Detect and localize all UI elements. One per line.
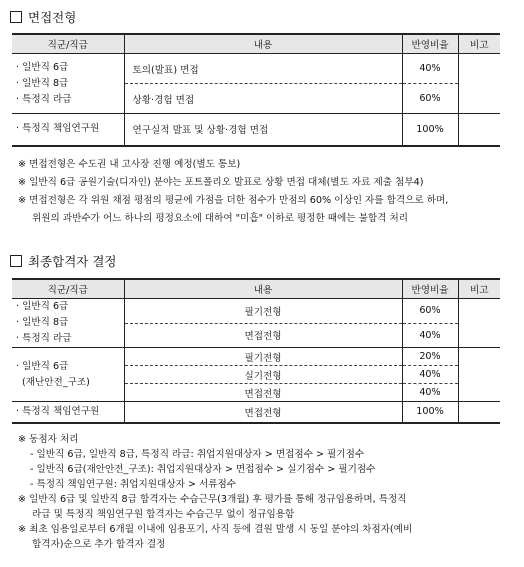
content-cell: 실기전형: [124, 366, 402, 384]
note-line: 라급 및 특정직 책임연구원 합격자는 수습근무 없이 정규임용함: [32, 509, 295, 520]
checkbox-square-icon: [10, 255, 22, 267]
ratio-cell: 40%: [402, 366, 458, 384]
header-ratio: 반영비율: [402, 34, 458, 54]
position-cell: · 일반직 6급 · 일반직 8급 · 특정직 라급: [16, 61, 72, 105]
content-cell: 연구실적 발표 및 상황·경험 면접: [124, 114, 402, 146]
note-line: ※ 최초 임용일로부터 6개월 이내에 임용포기, 사직 등에 결원 발생 시 동일 분야의 차점자(예비: [18, 524, 413, 535]
final-table: [12, 278, 500, 424]
header-position: 직군/직급: [12, 34, 124, 54]
content-cell: 면접전형: [124, 323, 402, 348]
content-cell: 면접전형: [124, 402, 402, 423]
remark-cell: [458, 402, 500, 423]
table-header-row: [12, 34, 500, 54]
note-line: - 일반직 6급, 일반직 8급, 특정직 라급: 취업지원대상자 > 면접점수 > 필기점수: [30, 449, 365, 460]
position-cell: · 특정직 책임연구원: [12, 114, 124, 146]
remark-cell: [458, 114, 500, 146]
section-title-interview: 면접전형: [10, 8, 76, 26]
ratio-cell: 60%: [402, 299, 458, 324]
header-remark: 비고: [458, 34, 500, 54]
final-notes: [18, 432, 513, 552]
ratio-cell: 60%: [402, 84, 458, 114]
content-cell: 면접전형: [124, 384, 402, 402]
header-ratio: 반영비율: [402, 279, 458, 299]
note-line: ※ 동점자 처리: [18, 434, 79, 445]
note-line: 위원의 과반수가 어느 하나의 평정요소에 대하여 "미흡" 이하로 평정한 때에는 불합격 처리: [32, 213, 409, 224]
header-remark: 비고: [458, 279, 500, 299]
content-cell: 필기전형: [124, 348, 402, 366]
section-title-final: 최종합격자 결정: [10, 252, 117, 270]
note-line: ※ 면접전형은 각 위원 채점 평점의 평균에 가점을 더한 점수가 만점의 60% 이상인 자를 합격으로 하며,: [18, 195, 449, 206]
position-cell: · 특정직 책임연구원: [12, 402, 124, 423]
note-line: ※ 일반직 6급 공원기술(디자인) 분야는 포트폴리오 발표로 상황 면접 대체(별도 자료 제출 첨부4): [18, 177, 424, 188]
ratio-cell: 100%: [402, 402, 458, 423]
remark-cell: [458, 348, 500, 402]
ratio-cell: 40%: [402, 323, 458, 348]
remark-cell: [458, 299, 500, 348]
table-row: [12, 114, 500, 146]
ratio-cell: 100%: [402, 114, 458, 146]
ratio-cell: 40%: [402, 384, 458, 402]
header-content: 내용: [124, 34, 402, 54]
ratio-cell: 20%: [402, 348, 458, 366]
note-line: - 특정직 책임연구원: 취업지원대상자 > 서류점수: [30, 479, 237, 490]
note-line: - 일반직 6급(재안안전_구조): 취업지원대상자 > 면접점수 > 실기점수 > 필기점수: [30, 464, 376, 475]
remark-cell: [458, 54, 500, 114]
header-content: 내용: [124, 279, 402, 299]
table-row: [12, 402, 500, 423]
position-cell: · 일반직 6급 (재난안전_구조): [12, 348, 124, 402]
note-line: ※ 면접전형은 수도권 내 고사장 진행 예정(별도 통보): [18, 159, 241, 170]
checkbox-square-icon: [10, 11, 22, 23]
table-row: [12, 348, 500, 366]
position-cell: · 일반직 6급 · 일반직 8급 · 특정직 라급: [16, 301, 72, 344]
interview-table: [12, 33, 500, 147]
note-line: ※ 일반직 6급 및 일반직 8급 합격자는 수습근무(3개월) 후 평가를 통해 정규임용하며, 특정직: [18, 494, 407, 505]
content-cell: 토의(발표) 면접: [124, 54, 402, 84]
ratio-cell: 40%: [402, 54, 458, 84]
table-row: [12, 54, 500, 84]
interview-notes: [18, 156, 513, 228]
note-line: 합격자)순으로 추가 합격자 결정: [32, 539, 166, 550]
content-cell: 상황·경험 면접: [124, 84, 402, 114]
table-row: [12, 299, 500, 324]
header-position: 직군/직급: [12, 279, 124, 299]
table-header-row: [12, 279, 500, 299]
content-cell: 필기전형: [124, 299, 402, 324]
